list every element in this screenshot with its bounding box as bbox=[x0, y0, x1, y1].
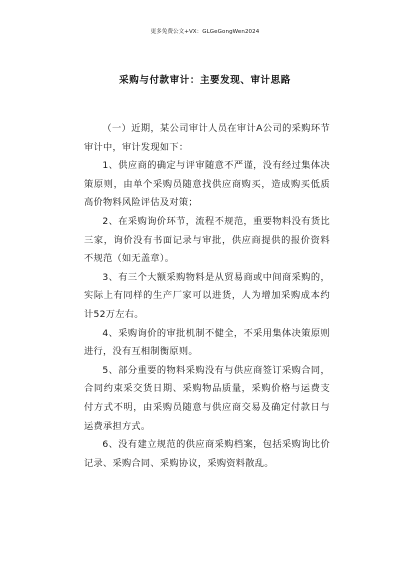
document-title: 采购与付款审计：主要发现、审计思路 bbox=[119, 75, 291, 86]
header-note: 更多免费公文+VX：GLGeGongWen2024 bbox=[150, 29, 260, 35]
paragraph-finding-4: 4、采购询价的审批机制不健全，不采用集体决策原则进行，没有互相制衡原则。 bbox=[84, 327, 330, 358]
document-body bbox=[84, 120, 330, 473]
paragraph-finding-5: 5、部分重要的物料采购没有与供应商签订采购合同，合同约束采交货日期、采购物品质量，采购价格与运费支付方式不明，由采购员随意与供应商交易及确定付款日与运费承担方式。 bbox=[84, 364, 330, 432]
paragraph-finding-6: 6、没有建立规范的供应商采购档案，包括采购询比价记录、采购合同、采购协议，采购资料散乱。 bbox=[84, 439, 330, 469]
paragraph-finding-3: 3、有三个大额采购物料是从贸易商或中间商采购的，实际上有同样的生产厂家可以进货，人为增加采购成本约计52万左右。 bbox=[84, 271, 330, 320]
paragraph-intro: （一）近期，某公司审计人员在审计A公司的采购环节审计中，审计发现如下： bbox=[84, 123, 330, 153]
paragraph-finding-2: 2、在采购询价环节，流程不规范，重要物料没有货比三家，询价没有书面记录与审批，供应商提供的报价资料不规范（如无盖章）。 bbox=[84, 215, 330, 265]
paragraph-finding-1: 1、供应商的确定与评审随意不严谨，没有经过集体决策原则，由单个采购员随意找供应商购买，造成购买低质高价物料风险评估及对策； bbox=[84, 160, 330, 209]
